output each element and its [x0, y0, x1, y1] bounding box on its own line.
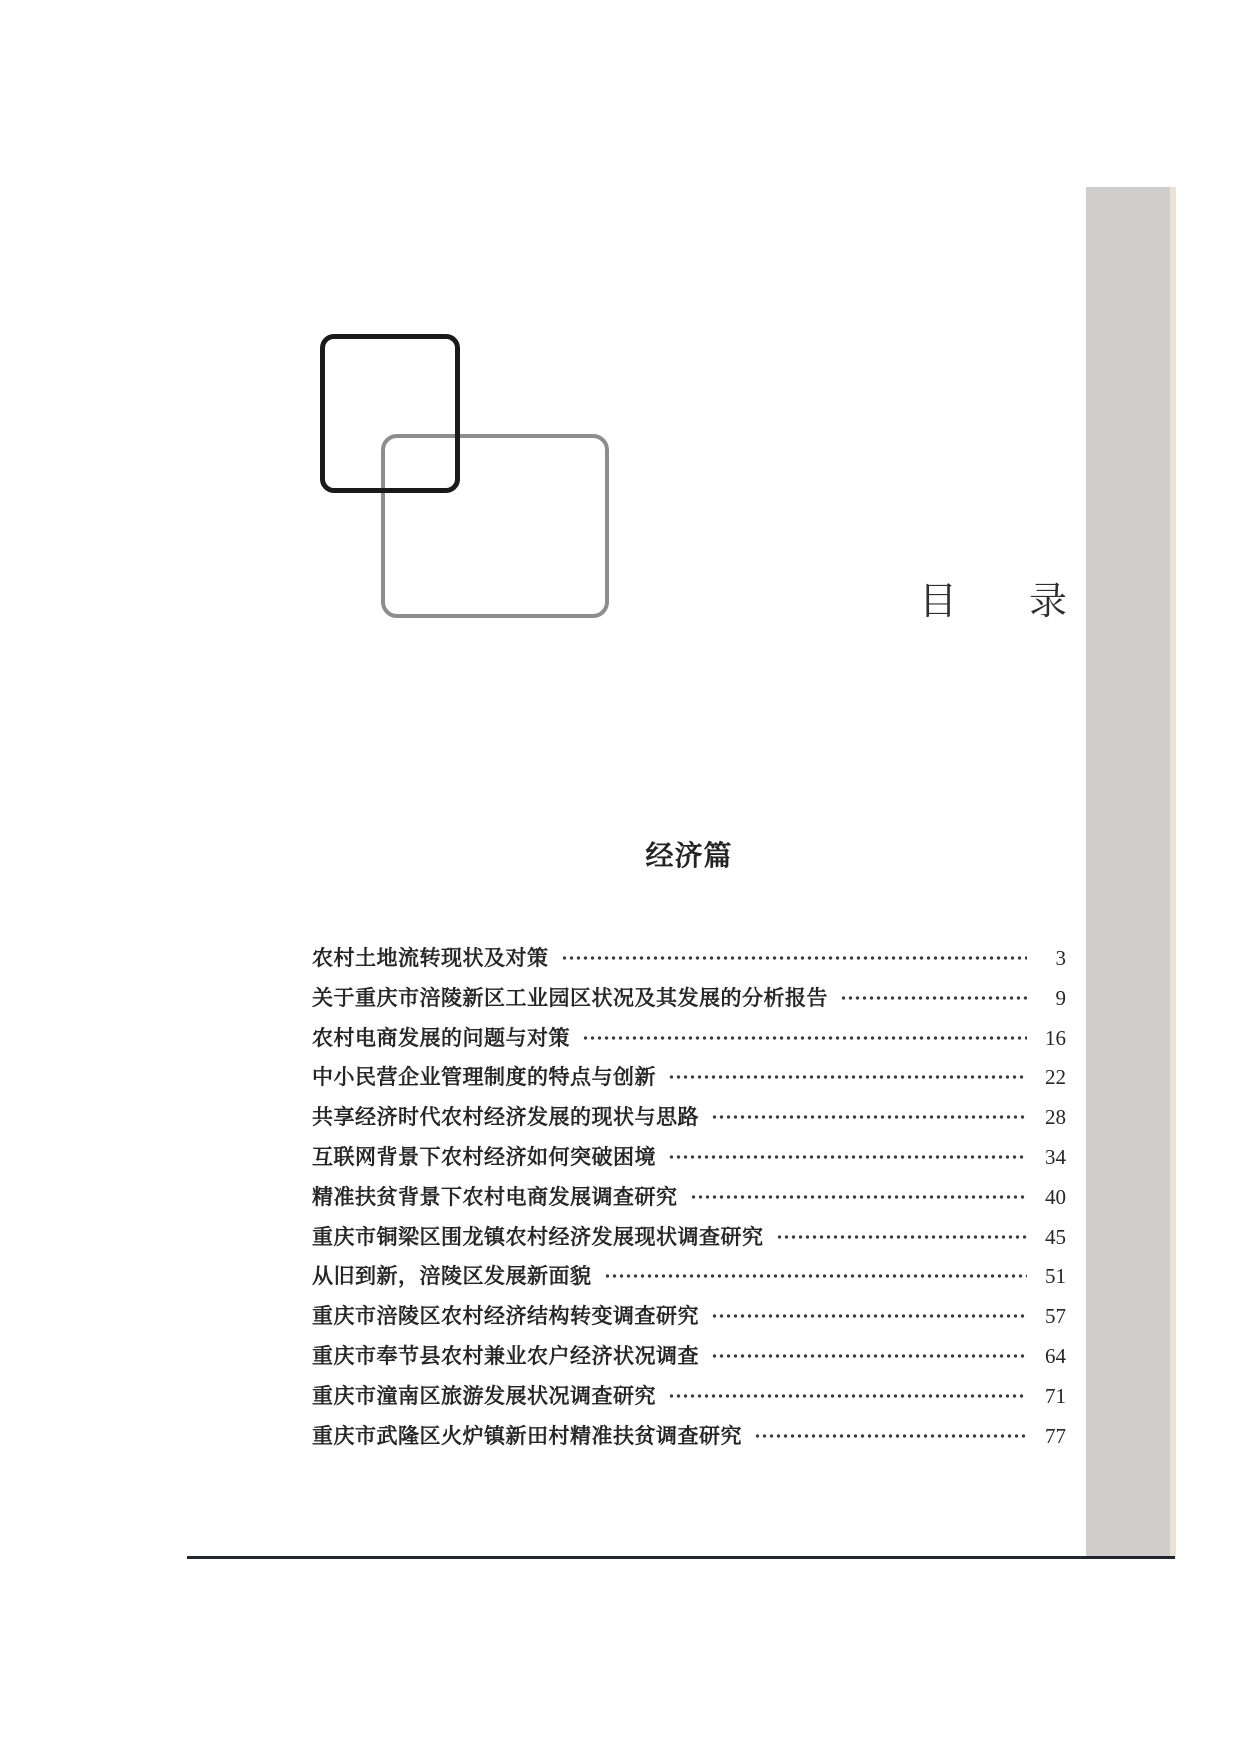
page-title-char-1: 目 [918, 581, 957, 623]
toc-entry-page: 71 [1045, 1383, 1066, 1408]
deco-rounded-rect-black [320, 334, 460, 493]
toc-entry-title: 重庆市武隆区火炉镇新田村精准扶贫调查研究 [312, 1423, 742, 1448]
toc-entry-title: 农村电商发展的问题与对策 [312, 1025, 570, 1050]
dot-leader [711, 1105, 1027, 1129]
toc-entry-title: 重庆市潼南区旅游发展状况调查研究 [312, 1383, 656, 1408]
toc-entry [312, 986, 1066, 1026]
dot-leader [668, 1065, 1027, 1089]
section-heading: 经济篇 [645, 840, 733, 871]
toc-entry-title: 互联网背景下农村经济如何突破困境 [312, 1144, 656, 1169]
toc-entry-page: 28 [1045, 1105, 1066, 1130]
toc-entry-title: 从旧到新，涪陵区发展新面貌 [312, 1264, 592, 1289]
dot-leader [561, 946, 1028, 970]
toc-entry-title: 重庆市奉节县农村兼业农户经济状况调查 [312, 1343, 699, 1368]
toc-entry [312, 1026, 1066, 1066]
toc-entry-page: 3 [1055, 946, 1066, 970]
dot-leader [840, 986, 1027, 1010]
toc-entry [312, 1344, 1066, 1384]
toc-entry-title: 农村土地流转现状及对策 [312, 946, 549, 970]
dot-leader [668, 1145, 1027, 1169]
toc-entry-title: 共享经济时代农村经济发展的现状与思路 [312, 1105, 699, 1130]
toc-entry-title: 中小民营企业管理制度的特点与创新 [312, 1065, 656, 1090]
toc-entry-title: 重庆市铜梁区围龙镇农村经济发展现状调查研究 [312, 1224, 764, 1249]
toc-entry [312, 1065, 1066, 1105]
toc-entry [312, 1145, 1066, 1185]
toc-entry-page: 77 [1045, 1423, 1066, 1448]
toc-entry [312, 1424, 1066, 1464]
toc-entry-title: 关于重庆市涪陵新区工业园区状况及其发展的分析报告 [312, 985, 828, 1010]
toc-entry [312, 1185, 1066, 1225]
right-gray-band-edge [1170, 187, 1176, 1558]
dot-leader [604, 1264, 1028, 1288]
right-gray-band [1086, 187, 1170, 1558]
toc-entry-page: 9 [1055, 985, 1066, 1010]
page-title [919, 582, 1067, 622]
dot-leader [754, 1424, 1027, 1448]
toc-entry-page: 64 [1045, 1343, 1066, 1368]
dot-leader [776, 1225, 1028, 1249]
toc-entry [312, 1105, 1066, 1145]
dot-leader [690, 1185, 1028, 1209]
toc-entry [312, 1304, 1066, 1344]
toc-entry-page: 45 [1045, 1224, 1066, 1249]
toc-entry-page: 51 [1045, 1264, 1066, 1289]
dot-leader [711, 1344, 1027, 1368]
toc-entry-page: 16 [1045, 1025, 1066, 1050]
dot-leader [582, 1026, 1027, 1050]
dot-leader [668, 1384, 1027, 1408]
toc-entry [312, 1384, 1066, 1424]
toc-entry [312, 1225, 1066, 1265]
toc-entry-title: 重庆市涪陵区农村经济结构转变调查研究 [312, 1304, 699, 1329]
toc-list [312, 946, 1066, 1463]
page-title-char-2: 录 [1028, 581, 1067, 623]
toc-entry-page: 34 [1045, 1144, 1066, 1169]
toc-entry [312, 946, 1066, 986]
toc-entry [312, 1264, 1066, 1304]
toc-entry-title: 精准扶贫背景下农村电商发展调查研究 [312, 1184, 678, 1209]
toc-entry-page: 22 [1045, 1065, 1066, 1090]
footer-rule [187, 1556, 1175, 1559]
toc-entry-page: 40 [1045, 1184, 1066, 1209]
dot-leader [711, 1304, 1027, 1328]
toc-entry-page: 57 [1045, 1304, 1066, 1329]
